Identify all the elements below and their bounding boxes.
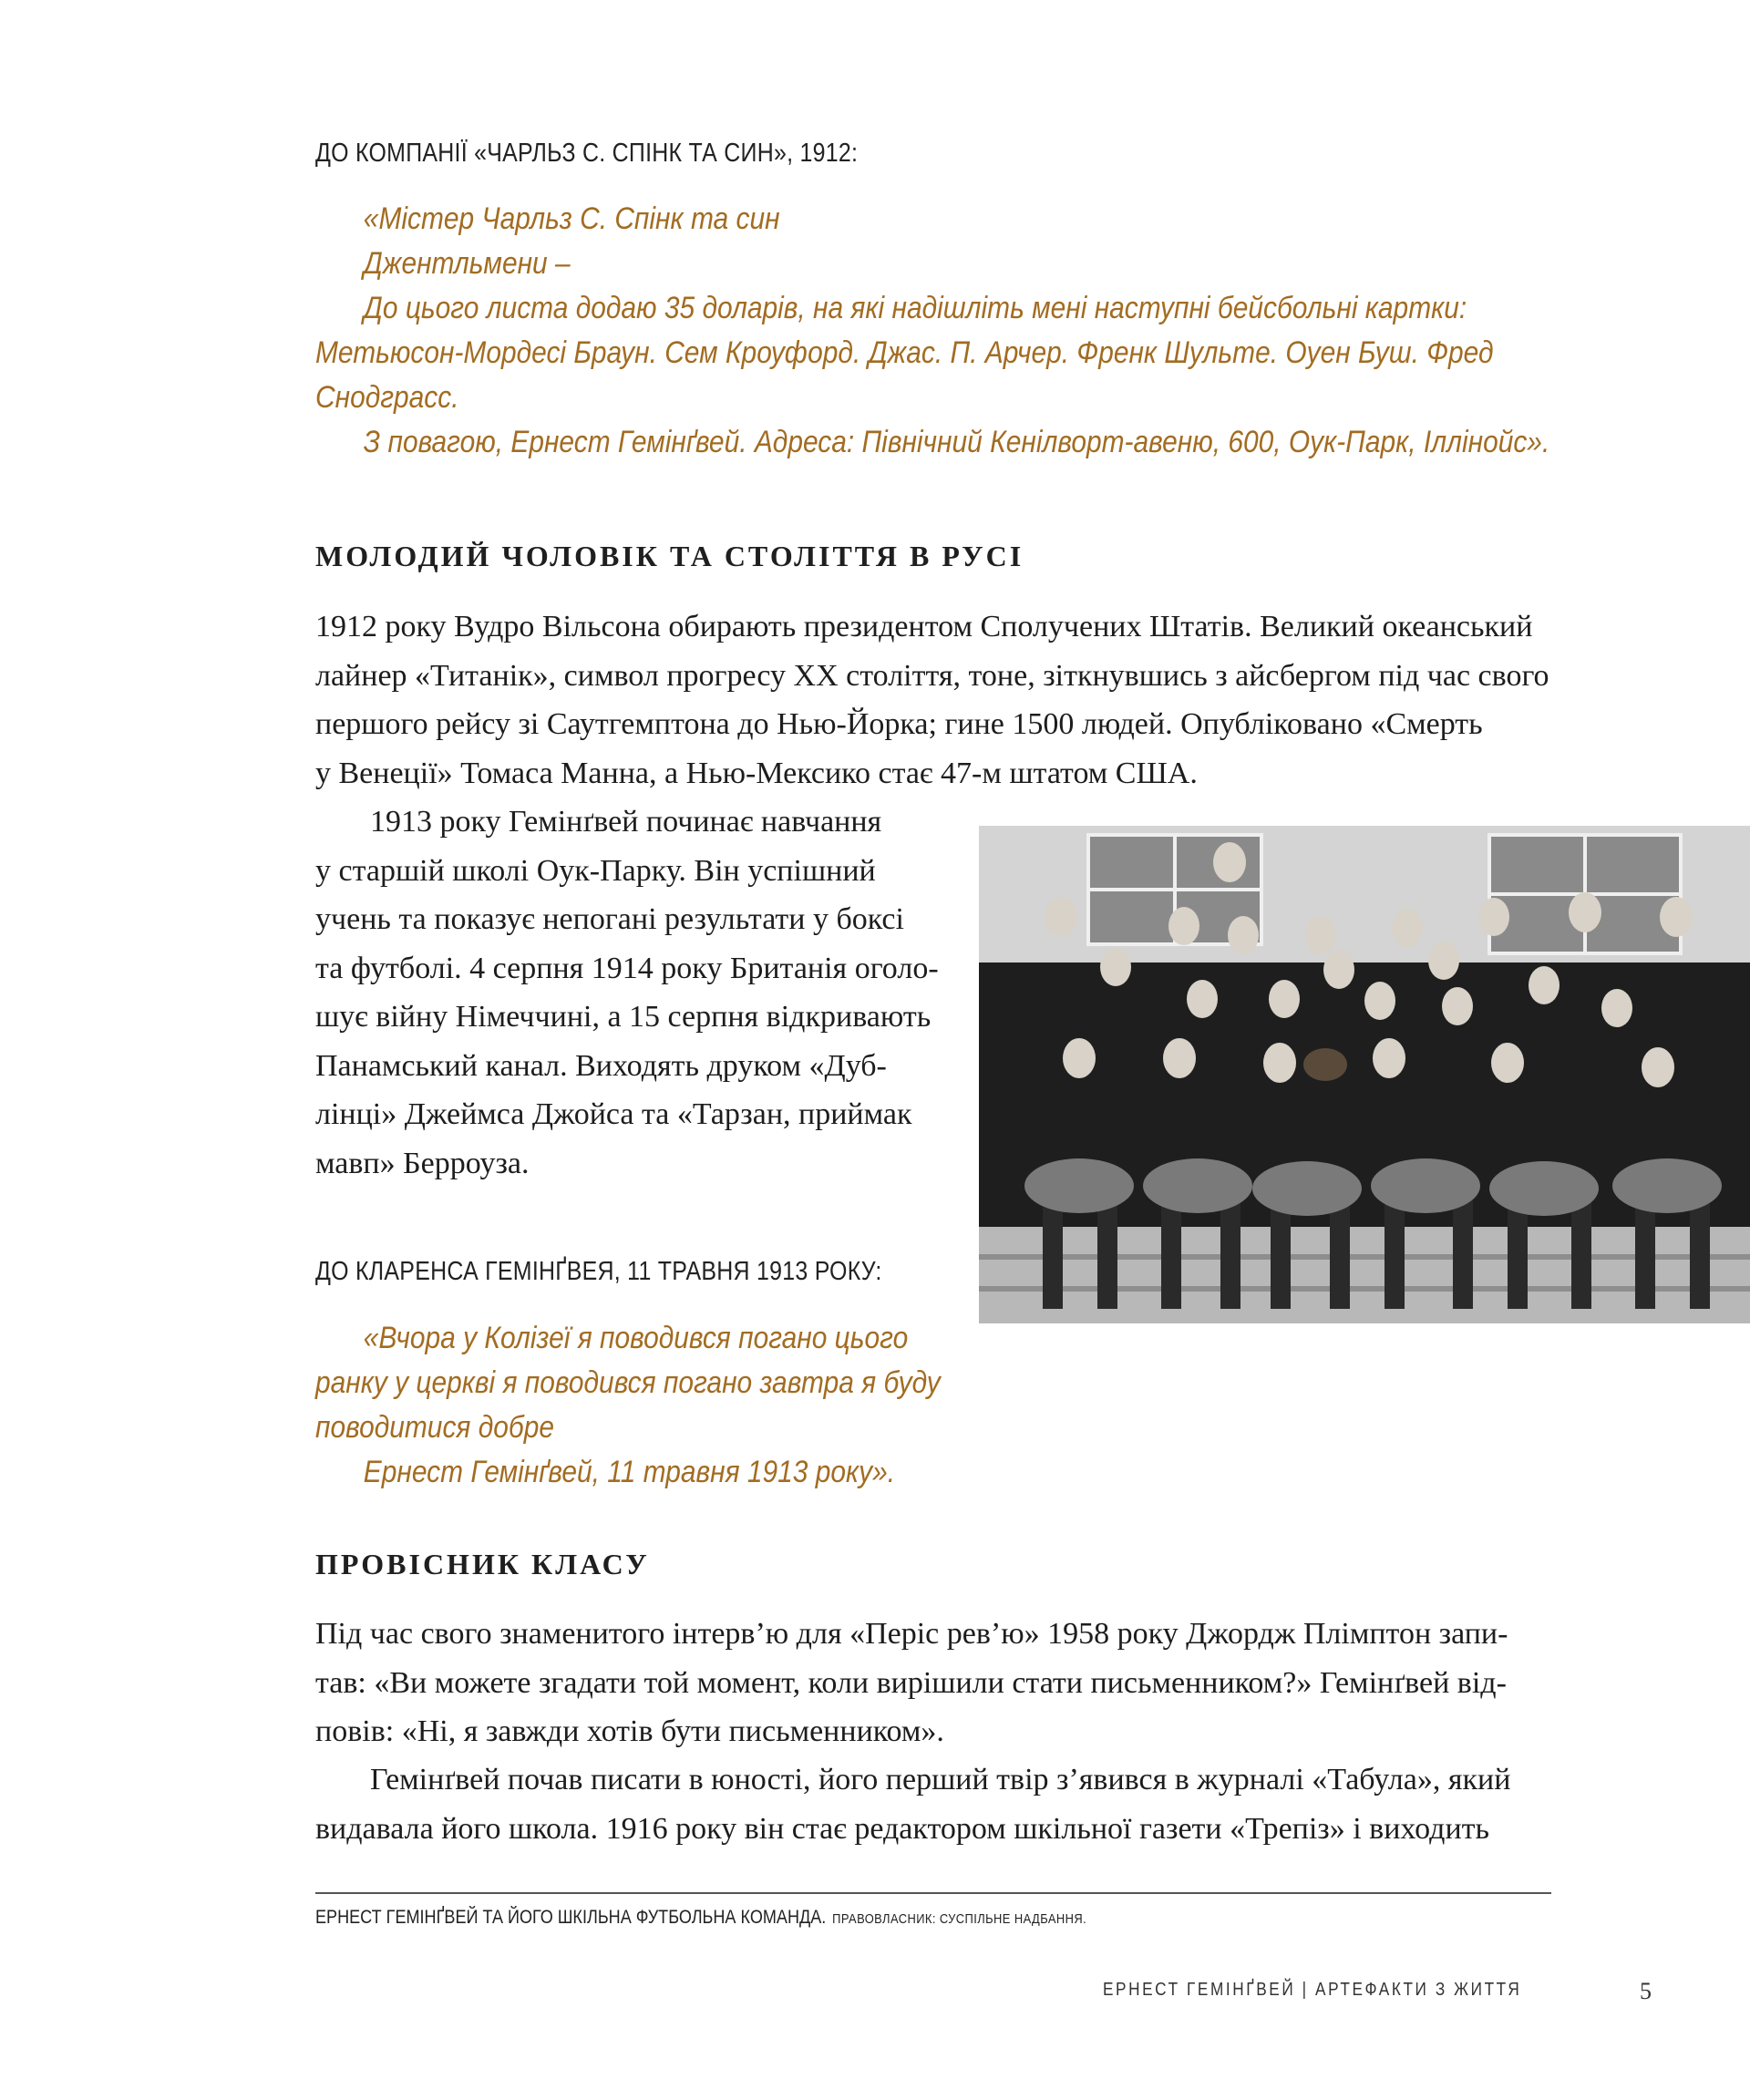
body-line: у старшій школі Оук-Парку. Він успішний xyxy=(315,853,876,888)
body-line: шує війну Німеччині, а 15 серпня відкривають xyxy=(315,1000,932,1034)
letter2-line: поводитися добре xyxy=(315,1410,554,1445)
football-team-photo xyxy=(979,826,1750,1323)
body-line: 1912 року Вудро Вільсона обирають президентом Сполучених Штатів. Великий океанський xyxy=(315,610,1533,643)
section2-paragraph1 xyxy=(315,1610,1508,1756)
body-line: та футболі. 4 серпня 1914 року Британія оголо- xyxy=(315,951,939,985)
letter2-line: Ернест Гемінґвей, 11 травня 1913 року». xyxy=(363,1455,896,1489)
section2-title: ПРОВІСНИК КЛАСУ xyxy=(315,1548,650,1580)
body-line: лайнер «Титанік», символ прогресу XX століття, тоне, зіткнувшись з айсбергом під час свого xyxy=(315,658,1549,693)
body-line: повів: «Ні, я завжди хотів бути письменником». xyxy=(315,1714,944,1748)
section1-paragraph1 xyxy=(315,602,1549,798)
running-footer: ЕРНЕСТ ГЕМІНҐВЕЙ | АРТЕФАКТИ З ЖИТТЯ xyxy=(1103,1980,1522,2000)
section2-paragraph2 xyxy=(315,1755,1510,1853)
body-line: 1913 року Гемінґвей починає навчання xyxy=(370,805,882,839)
body-line: Під час свого знаменитого інтерв’ю для «Періс рев’ю» 1958 року Джордж Плімптон запи- xyxy=(315,1617,1508,1651)
body-line: Гемінґвей почав писати в юності, його перший твір з’явився в журналі «Табула», який xyxy=(370,1763,1511,1796)
body-line: тав: «Ви можете згадати той момент, коли вирішили стати письменником?» Гемінґвей від- xyxy=(315,1665,1507,1700)
letter1-line: «Містер Чарльз С. Спінк та син xyxy=(363,201,780,236)
letter2-heading: ДО КЛАРЕНСА ГЕМІНҐВЕЯ, 11 ТРАВНЯ 1913 РОКУ: xyxy=(315,1257,882,1286)
letter1-line: Снодграсс. xyxy=(315,380,459,415)
body-line: першого рейсу зі Саутгемптона до Нью-Йорка; гине 1500 людей. Опубліковано «Смерть xyxy=(315,707,1483,741)
body-line: у Венеції» Томаса Манна, а Нью-Мексико стає 47-м штатом США. xyxy=(315,756,1198,790)
body-line: лінці» Джеймса Джойса та «Тарзан, приймак xyxy=(315,1097,912,1131)
letter1-heading: ДО КОМПАНІЇ «ЧАРЛЬЗ С. СПІНК ТА СИН», 1912: xyxy=(315,139,859,168)
photo-caption xyxy=(315,1907,1086,1929)
letter1-quote xyxy=(315,197,1549,465)
body-line: Панамський канал. Виходять друком «Дуб- xyxy=(315,1048,887,1083)
caption-credit: ПРАВОВЛАСНИК: СУСПІЛЬНЕ НАДБАННЯ. xyxy=(832,1911,1087,1927)
page-number: 5 xyxy=(1640,1978,1652,2004)
body-line: видавала його школа. 1916 року він стає редактором шкільної газети «Трепіз» і виходить xyxy=(315,1811,1490,1846)
body-line: мавп» Берроуза. xyxy=(315,1146,530,1180)
body-line: учень та показує непогані результати у боксі xyxy=(315,902,904,936)
caption-title: ЕРНЕСТ ГЕМІНҐВЕЙ ТА ЙОГО ШКІЛЬНА ФУТБОЛЬНА КОМАНДА. xyxy=(315,1907,827,1928)
section1-title: МОЛОДИЙ ЧОЛОВІК ТА СТОЛІТТЯ В РУСІ xyxy=(315,540,1024,572)
letter2-quote xyxy=(315,1316,941,1495)
caption-divider xyxy=(315,1892,1551,1894)
letter1-line: Джентльмени – xyxy=(363,246,571,281)
letter1-line: З повагою, Ернест Гемінґвей. Адреса: Північний Кенілворт-авеню, 600, Оук-Парк, Іллінойс». xyxy=(363,425,1550,459)
letter2-line: «Вчора у Колізеї я поводився погано цього xyxy=(363,1321,909,1355)
letter1-line: До цього листа додаю 35 доларів, на які надішліть мені наступні бейсбольні картки: xyxy=(363,291,1467,325)
letter1-line: Метьюсон-Мордесі Браун. Сем Кроуфорд. Джас. П. Арчер. Френк Шульте. Оуен Буш. Фред xyxy=(315,335,1494,370)
letter2-line: ранку у церкві я поводився погано завтра я буду xyxy=(315,1365,941,1400)
section1-paragraph2 xyxy=(315,798,939,1188)
